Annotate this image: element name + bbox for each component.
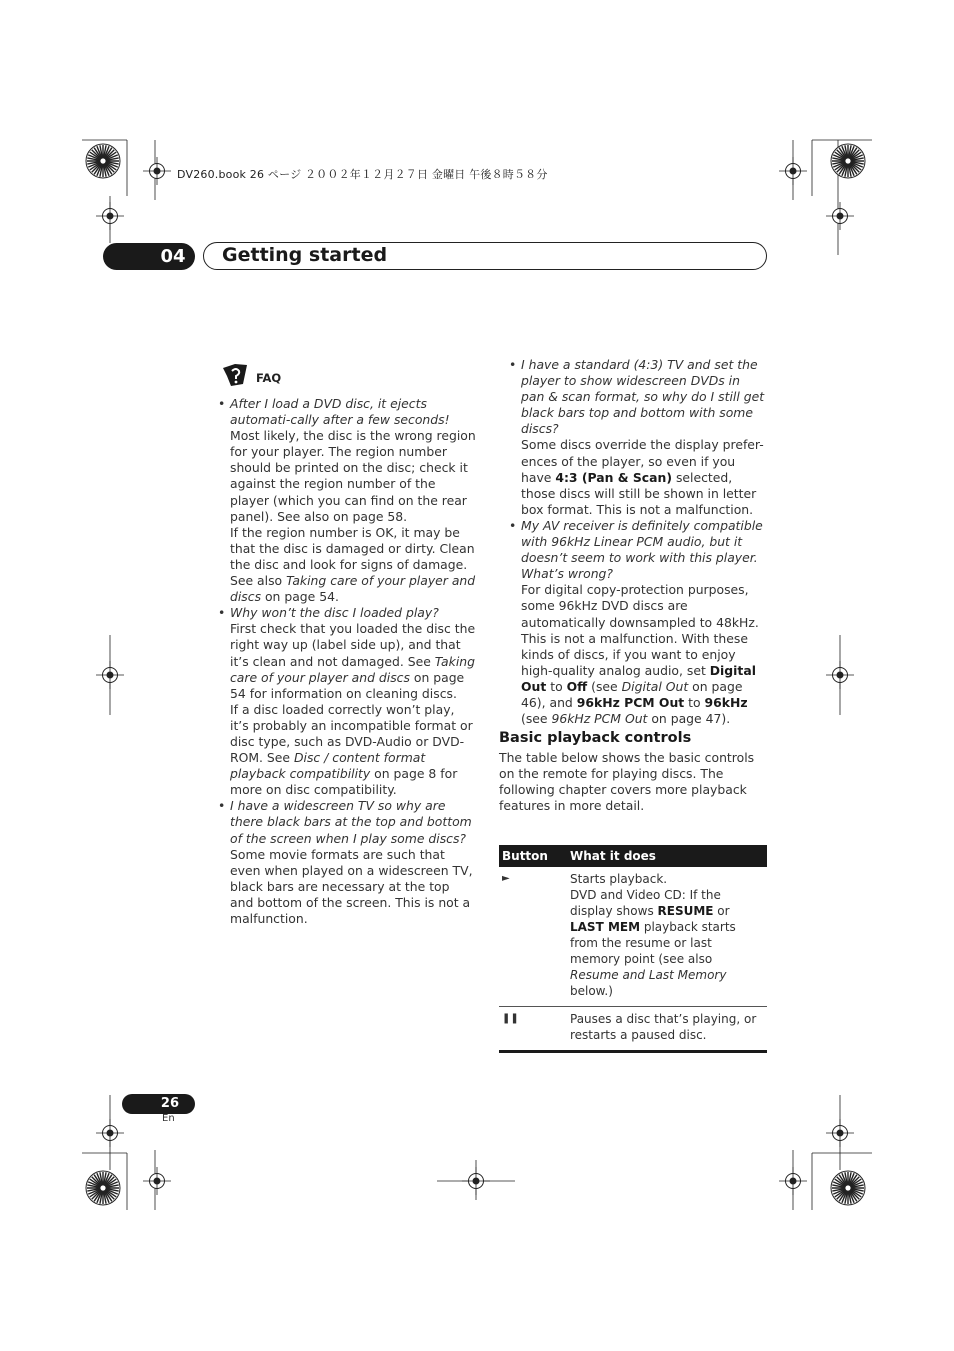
row-line: Pauses a disc that’s playing, or restarts a paused disc. — [570, 1012, 757, 1042]
faq-answer: If a disc loaded correctly won’t play, it’s probably an incompatible format or disc type, such as DVD-Audio or DVD-ROM. See Disc / content format playback compatibility on page 8 for more on disc compatibility. — [230, 701, 473, 798]
faq-column-left — [218, 362, 476, 927]
chapter-title: Getting started — [222, 244, 388, 266]
faq-question: • I have a widescreen TV so why are there black bars at the top and bottom of the screen when I play some discs? — [218, 798, 476, 846]
print-header: DV260.book 26 ページ ２００２年１２月２７日 金曜日 午後８時５８分 — [177, 168, 548, 181]
faq-icon — [221, 362, 251, 388]
row-description — [567, 1007, 767, 1052]
table-row — [499, 867, 767, 1007]
page-number: 26 — [122, 1094, 195, 1114]
controls-table — [499, 845, 767, 1053]
faq-answer: Some movie formats are such that even when played on a widescreen TV, black bars are necessary at the top and bottom of the screen. This is not a malfunction. — [230, 846, 473, 926]
sunburst-mark-icon — [86, 144, 120, 178]
faq-question: • After I load a DVD disc, it ejects automati-cally after a few seconds! — [218, 396, 476, 428]
row-description — [567, 867, 767, 1007]
column-header-description: What it does — [567, 845, 767, 867]
faq-answer: First check that you loaded the disc the right way up (label side up), and that it’s clean and not damaged. See Taking care of your player and discs on page 54 for information on cleaning discs. — [230, 621, 476, 701]
play-icon: ► — [499, 867, 567, 1007]
column-header-button: Button — [499, 845, 567, 867]
faq-question: • My AV receiver is definitely compatible with 96kHz Linear PCM audio, but it doesn’t seem to work with this player. What’s wrong? — [509, 518, 767, 582]
row-line: DVD and Video CD: If the display shows RESUME or LAST MEM playback starts from the resume or last memory point (see also Resume and Last Memory below.) — [570, 888, 736, 998]
row-line: Starts playback. — [570, 872, 668, 886]
pause-icon: ❚❚ — [499, 1007, 567, 1052]
faq-question: • I have a standard (4:3) TV and set the player to show widescreen DVDs in pan & scan format, so why do I still get black bars top and bottom with some discs? — [509, 357, 767, 437]
faq-answer: Most likely, the disc is the wrong region for your player. The region number should be printed on the disc; check it against the region number of the player (which you can find on the rear panel). See also on page 58. — [230, 428, 476, 524]
faq-answer: Some discs override the display prefer-ences of the player, so even if you have 4:3 (Pan & Scan) selected, those discs will still be shown in letter box format. This is not a malfunction. — [521, 437, 764, 517]
chapter-number: 04 — [103, 243, 195, 270]
table-row — [499, 1007, 767, 1052]
faq-label: FAQ — [256, 371, 282, 385]
faq-answer: For digital copy-protection purposes, some 96kHz DVD discs are automatically downsampled to 48kHz. This is not a malfunction. With these kinds of discs, if you want to enjoy high-quality analog audio, set Digital Out to Off (see Digital Out on page 46), and 96kHz PCM Out to 96kHz (see 96kHz PCM Out on page 47). — [521, 582, 759, 727]
page-language: En — [162, 1113, 175, 1124]
section-intro: The table below shows the basic controls on the remote for playing discs. The following chapter covers more playback features in more detail. — [499, 750, 755, 814]
table-header-row — [499, 845, 767, 867]
faq-header — [218, 362, 476, 396]
section-heading: Basic playback controls — [499, 730, 692, 746]
faq-question: • Why won’t the disc I loaded play? — [218, 605, 476, 621]
faq-column-right — [509, 357, 767, 727]
faq-answer: If the region number is OK, it may be that the disc is damaged or dirty. Clean the disc and look for signs of damage. See also Taking care of your player and discs on page 54. — [230, 524, 476, 605]
